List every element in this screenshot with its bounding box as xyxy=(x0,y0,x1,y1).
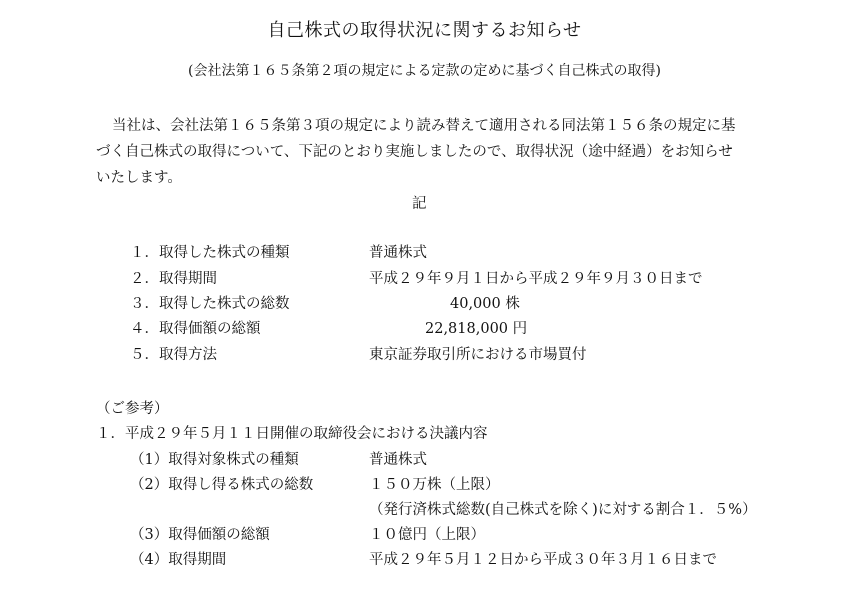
item-value-1: 普通株式 xyxy=(369,245,427,261)
ki-marker: 記 xyxy=(412,196,427,212)
page-title: 自己株式の取得状況に関するお知らせ xyxy=(267,20,582,41)
ref-value-4: 平成２９年５月１２日から平成３０年３月１６日まで xyxy=(369,552,717,568)
item-label-5: ５．取得方法 xyxy=(130,347,217,363)
item-label-2: ２．取得期間 xyxy=(130,271,217,287)
item-value-4: 22,818,000 円 xyxy=(425,321,528,337)
reference-heading: （ご参考） xyxy=(96,401,169,417)
ref-value-1: 普通株式 xyxy=(369,452,427,468)
ref-value-2: １５０万株（上限） xyxy=(369,477,500,493)
ref-value-3: １０億円（上限） xyxy=(369,527,485,543)
resolution-heading: １．平成２９年５月１１日開催の取締役会における決議内容 xyxy=(96,426,488,442)
item-value-3: 40,000 株 xyxy=(450,296,520,312)
item-label-4: ４．取得価額の総額 xyxy=(130,321,261,337)
ref-value-2-note: （発行済株式総数(自己株式を除く)に対する割合１．５%） xyxy=(369,502,757,518)
item-value-5: 東京証券取引所における市場買付 xyxy=(369,347,587,363)
intro-line-3: いたします。 xyxy=(96,170,182,186)
page-subtitle: (会社法第１６５条第２項の規定による定款の定めに基づく自己株式の取得) xyxy=(188,63,661,79)
ref-label-3: （3）取得価額の総額 xyxy=(130,527,270,543)
item-label-1: １．取得した株式の種類 xyxy=(130,245,290,261)
item-label-3: ３．取得した株式の総数 xyxy=(130,296,290,312)
item-value-2: 平成２９年９月１日から平成２９年９月３０日まで xyxy=(369,271,703,287)
ref-label-2: （2）取得し得る株式の総数 xyxy=(130,477,314,493)
intro-line-1: 当社は、会社法第１６５条第３項の規定により読み替えて適用される同法第１５６条の規定に基 xyxy=(112,118,736,134)
ref-label-4: （4）取得期間 xyxy=(130,552,227,568)
intro-line-2: づく自己株式の取得について、下記のとおり実施しましたので、取得状況（途中経過）をお知らせ xyxy=(96,144,733,160)
ref-label-1: （1）取得対象株式の種類 xyxy=(130,452,299,468)
